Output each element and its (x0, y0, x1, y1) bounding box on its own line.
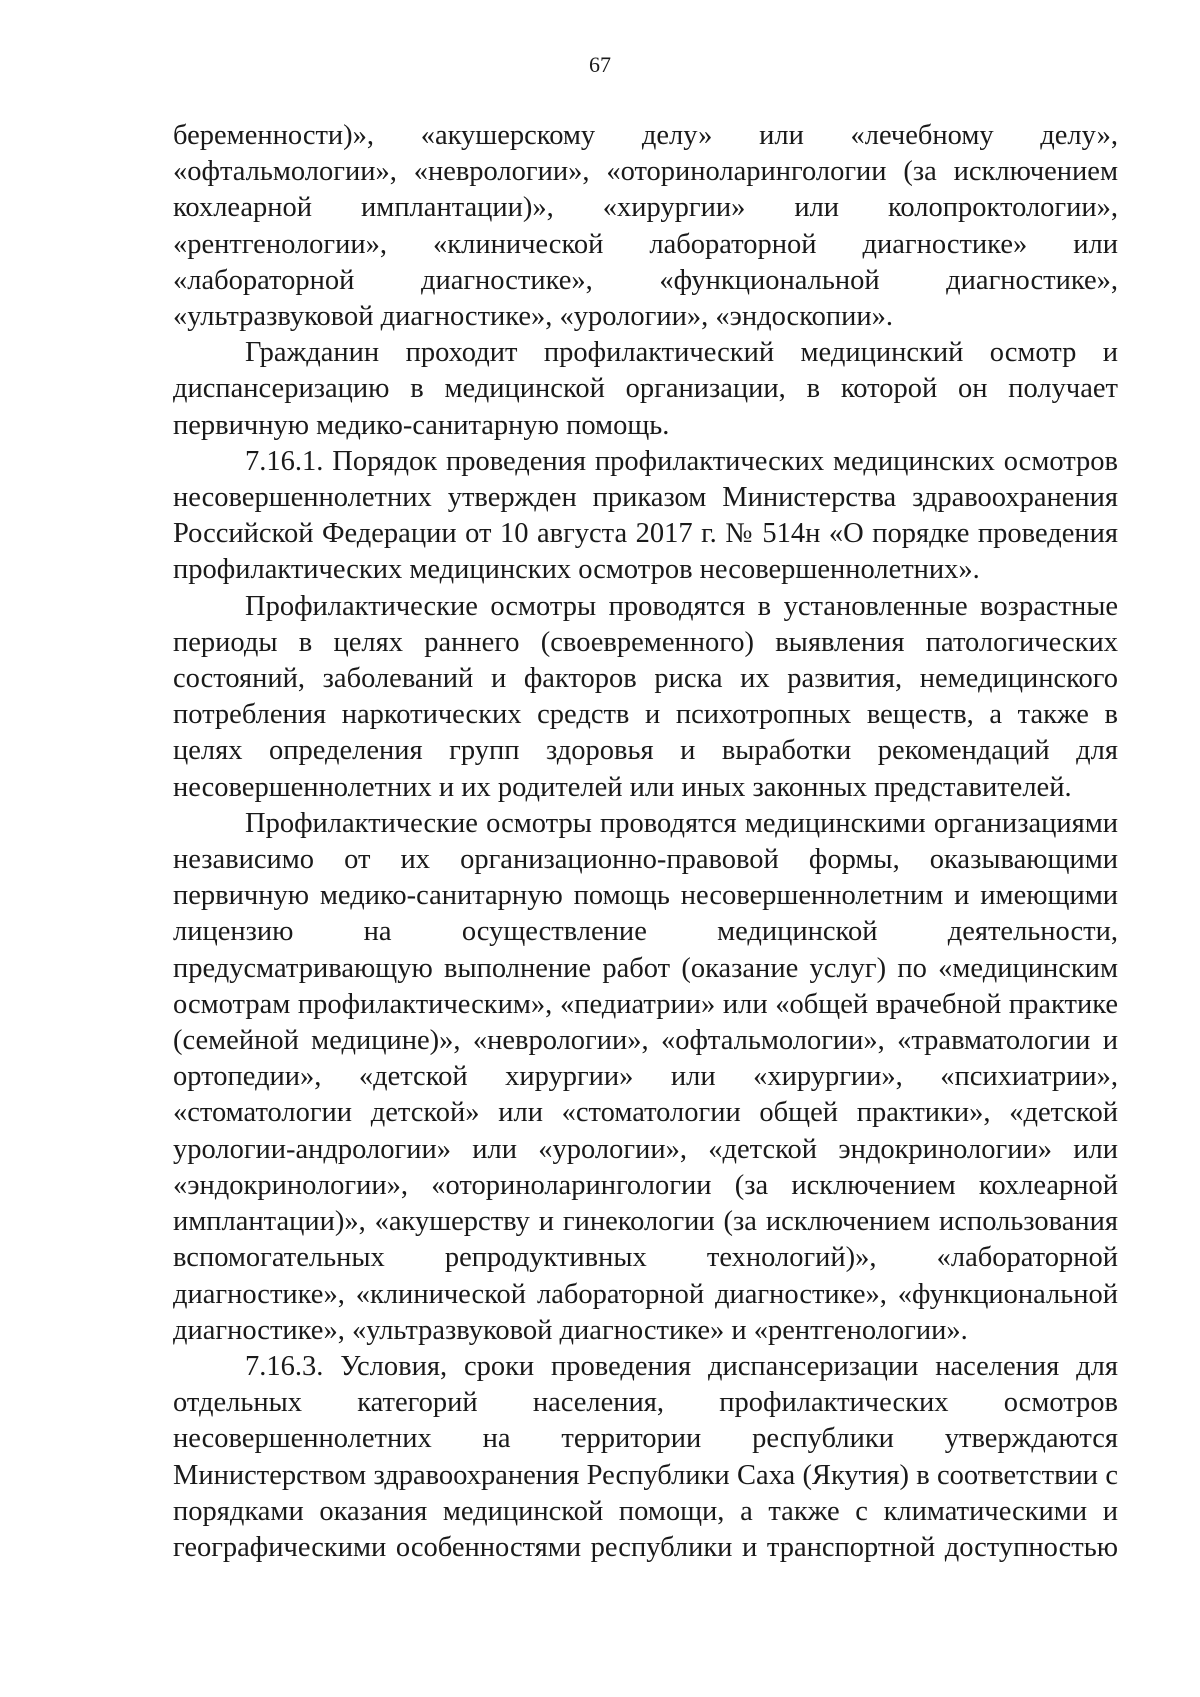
page-number: 67 (589, 52, 611, 77)
paragraph-7-16-3: 7.16.3. Условия, сроки проведения диспансеризации населения для отдельных категорий населения, профилактических осмотров несовершеннолетних на территории республики утверждаются Министерством здравоохранения Республики Саха (Якутия) в соответствии с порядками оказания медицинской помощи, а также с климатическими и географическими особенностями республики и транспортной доступностью (173, 1350, 1118, 1563)
paragraph-specialties-continued: беременности)», «акушерскому делу» или «лечебному делу», «офтальмологии», «неврологии», «оториноларингологии (за исключением кохлеарной имплантации)», «хирургии» или колопроктологии», «рентгенологии», «клинической лабораторной диагностике» или «лабораторной диагностике», «функциональной диагностике», «ультразвуковой диагностике», «урологии», «эндоскопии». (173, 120, 1118, 333)
paragraph-7-16-1: 7.16.1. Порядок проведения профилактических медицинских осмотров несовершеннолетних утвержден приказом Министерства здравоохранения Российской Федерации от 10 августа 2017 г. № 514н «О порядке проведения профилактических медицинских осмотров несовершеннолетних». (173, 445, 1118, 586)
paragraph-citizen-examination: Гражданин проходит профилактический медицинский осмотр и диспансеризацию в медицинской организации, в которой он получает первичную медико-санитарную помощь. (173, 337, 1118, 441)
document-body (173, 118, 1118, 1566)
paragraph-exam-purposes: Профилактические осмотры проводятся в установленные возрастные периоды в целях раннего (своевременного) выявления патологических состояний, заболеваний и факторов риска их развития, немедицинского потребления наркотических средств и психотропных веществ, а также в целях определения групп здоровья и выработки рекомендаций для несовершеннолетних и их родителей или иных законных представителей. (173, 590, 1118, 803)
paragraph-exam-organizations: Профилактические осмотры проводятся медицинскими организациями независимо от их организационно-правовой формы, оказывающими первичную медико-санитарную помощь несовершеннолетним и имеющими лицензию на осуществление медицинской деятельности, предусматривающую выполнение работ (оказание услуг) по «медицинским осмотрам профилактическим», «педиатрии» или «общей врачебной практике (семейной медицине)», «неврологии», «офтальмологии», «травматологии и ортопедии», «детской хирургии» или «хирургии», «психиатрии», «стоматологии детской» или «стоматологии общей практики», «детской урологии-андрологии» или «урологии», «детской эндокринологии» или «эндокринологии», «оториноларингологии (за исключением кохлеарной имплантации)», «акушерству и гинекологии (за исключением использования вспомогательных репродуктивных технологий)», «лабораторной диагностике», «клинической лабораторной диагностике», «функциональной диагностике», «ультразвуковой диагностике» и «рентгенологии». (173, 807, 1118, 1346)
